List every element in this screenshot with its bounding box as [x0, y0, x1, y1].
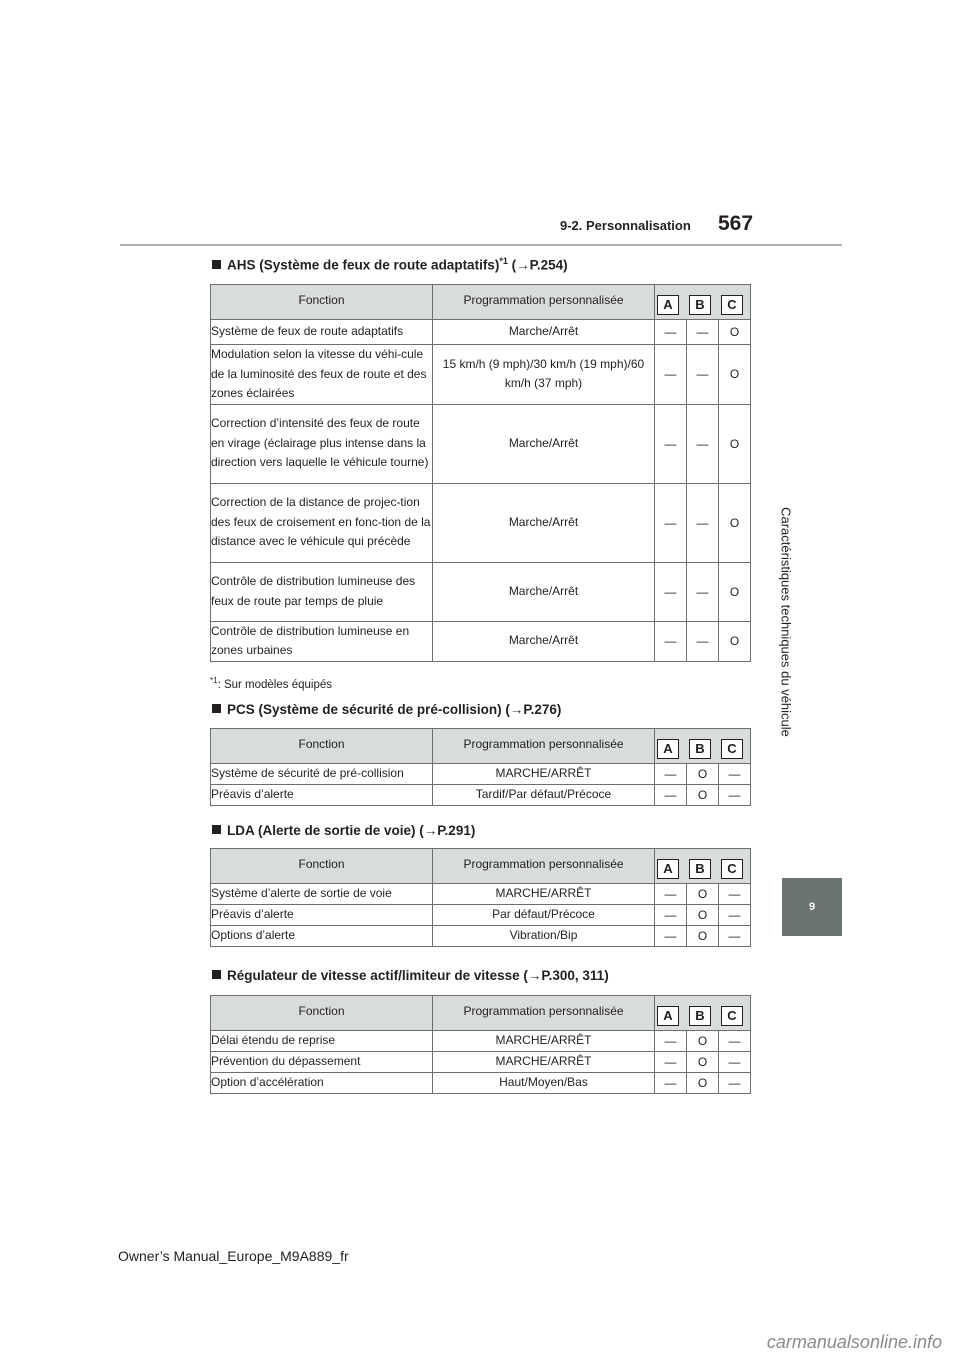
- bullet-square-icon: [212, 825, 221, 834]
- header-function: Fonction: [211, 285, 433, 320]
- header-abc: [655, 729, 751, 764]
- header-setting: Programmation personnalisée: [433, 849, 655, 884]
- table-row: Système de feux de route adaptatifs Marche/Arrêt — — O: [211, 320, 751, 345]
- label-c-box: C: [721, 1006, 743, 1026]
- table-row: Système d’alerte de sortie de voie MARCHE/ARRÊT — O —: [211, 884, 751, 905]
- table-row: Option d’accélération Haut/Moyen/Bas — O —: [211, 1073, 751, 1094]
- page-reference[interactable]: (→P.291): [415, 823, 476, 838]
- section-title-pcs: PCS (Système de sécurité de pré-collision) (→P.276): [212, 702, 561, 717]
- label-a-box: A: [657, 295, 679, 315]
- table-row: Modulation selon la vitesse du véhi-cule de la luminosité des feux de route et des zones éclairées 15 km/h (9 mph)/30 km/h (19 mph)/60 km/h (37 mph) — — O: [211, 345, 751, 405]
- section-title-lda: LDA (Alerte de sortie de voie) (→P.291): [212, 823, 475, 838]
- header-setting: Programmation personnalisée: [433, 996, 655, 1031]
- page-reference[interactable]: (→P.300, 311): [519, 968, 609, 983]
- table-header-row: [211, 729, 751, 764]
- chapter-tab: [782, 878, 842, 936]
- label-b-box: B: [689, 295, 711, 315]
- chapter-title: Caractéristiques techniques du véhicule: [778, 507, 794, 737]
- table-row: Prévention du dépassement MARCHE/ARRÊT — O —: [211, 1052, 751, 1073]
- footnote-ref: *1: [499, 256, 508, 266]
- label-c-box: C: [721, 859, 743, 879]
- header-function: Fonction: [211, 729, 433, 764]
- header-abc: [655, 996, 751, 1031]
- header-abc: [655, 285, 751, 320]
- table-row: Système de sécurité de pré-collision MARCHE/ARRÊT — O —: [211, 764, 751, 785]
- table-row: Correction d’intensité des feux de route en virage (éclairage plus intense dans la direction vers laquelle le véhicule tourne) Marche/Arrêt — — O: [211, 404, 751, 483]
- label-a-box: A: [657, 739, 679, 759]
- table-row: Délai étendu de reprise MARCHE/ARRÊT — O —: [211, 1031, 751, 1052]
- label-b-box: B: [689, 859, 711, 879]
- header-setting: Programmation personnalisée: [433, 729, 655, 764]
- bullet-square-icon: [212, 260, 221, 269]
- table-header-row: [211, 996, 751, 1031]
- running-header-section: 9-2. Personnalisation: [560, 218, 691, 233]
- label-a-box: A: [657, 1006, 679, 1026]
- table-row: Préavis d’alerte Par défaut/Précoce — O —: [211, 905, 751, 926]
- header-rule: [120, 244, 842, 246]
- bullet-square-icon: [212, 970, 221, 979]
- page-reference[interactable]: (→P.276): [501, 702, 562, 717]
- label-b-box: B: [689, 739, 711, 759]
- watermark: carmanualsonline.info: [766, 1332, 942, 1352]
- bullet-square-icon: [212, 704, 221, 713]
- acc-table: [210, 995, 751, 1094]
- section-title-acc: Régulateur de vitesse actif/limiteur de vitesse (→P.300, 311): [212, 968, 609, 983]
- header-abc: [655, 849, 751, 884]
- ahs-table: [210, 284, 751, 662]
- label-c-box: C: [721, 739, 743, 759]
- section-title-ahs: AHS (Système de feux de route adaptatifs)$^{*1}$ (→P.254): [212, 256, 568, 273]
- page-number: 567: [718, 212, 754, 235]
- page-reference[interactable]: (→P.254): [507, 257, 568, 273]
- label-b-box: B: [689, 1006, 711, 1026]
- header-setting: Programmation personnalisée: [433, 285, 655, 320]
- table-row: Contrôle de distribution lumineuse des feux de route par temps de pluie Marche/Arrêt — — O: [211, 562, 751, 621]
- header-function: Fonction: [211, 996, 433, 1031]
- table-row: Contrôle de distribution lumineuse en zones urbaines Marche/Arrêt — — O: [211, 621, 751, 661]
- table-header-row: [211, 849, 751, 884]
- lda-table: [210, 848, 751, 947]
- table-row: Correction de la distance de projec-tion des feux de croisement en fonc-tion de la distance avec le véhicule qui précède Marche/Arrêt — — O: [211, 483, 751, 562]
- pcs-table: [210, 728, 751, 806]
- table-row: Préavis d’alerte Tardif/Par défaut/Précoce — O —: [211, 785, 751, 806]
- label-c-box: C: [721, 295, 743, 315]
- chapter-number: 9: [808, 901, 816, 913]
- footnote: $^{*1}$: Sur modèles équipés: [210, 676, 332, 691]
- table-row: Options d’alerte Vibration/Bip — O —: [211, 926, 751, 947]
- label-a-box: A: [657, 859, 679, 879]
- header-function: Fonction: [211, 849, 433, 884]
- footer-document-id: Owner’s Manual_Europe_M9A889_fr: [118, 1248, 349, 1264]
- table-header-row: [211, 285, 751, 320]
